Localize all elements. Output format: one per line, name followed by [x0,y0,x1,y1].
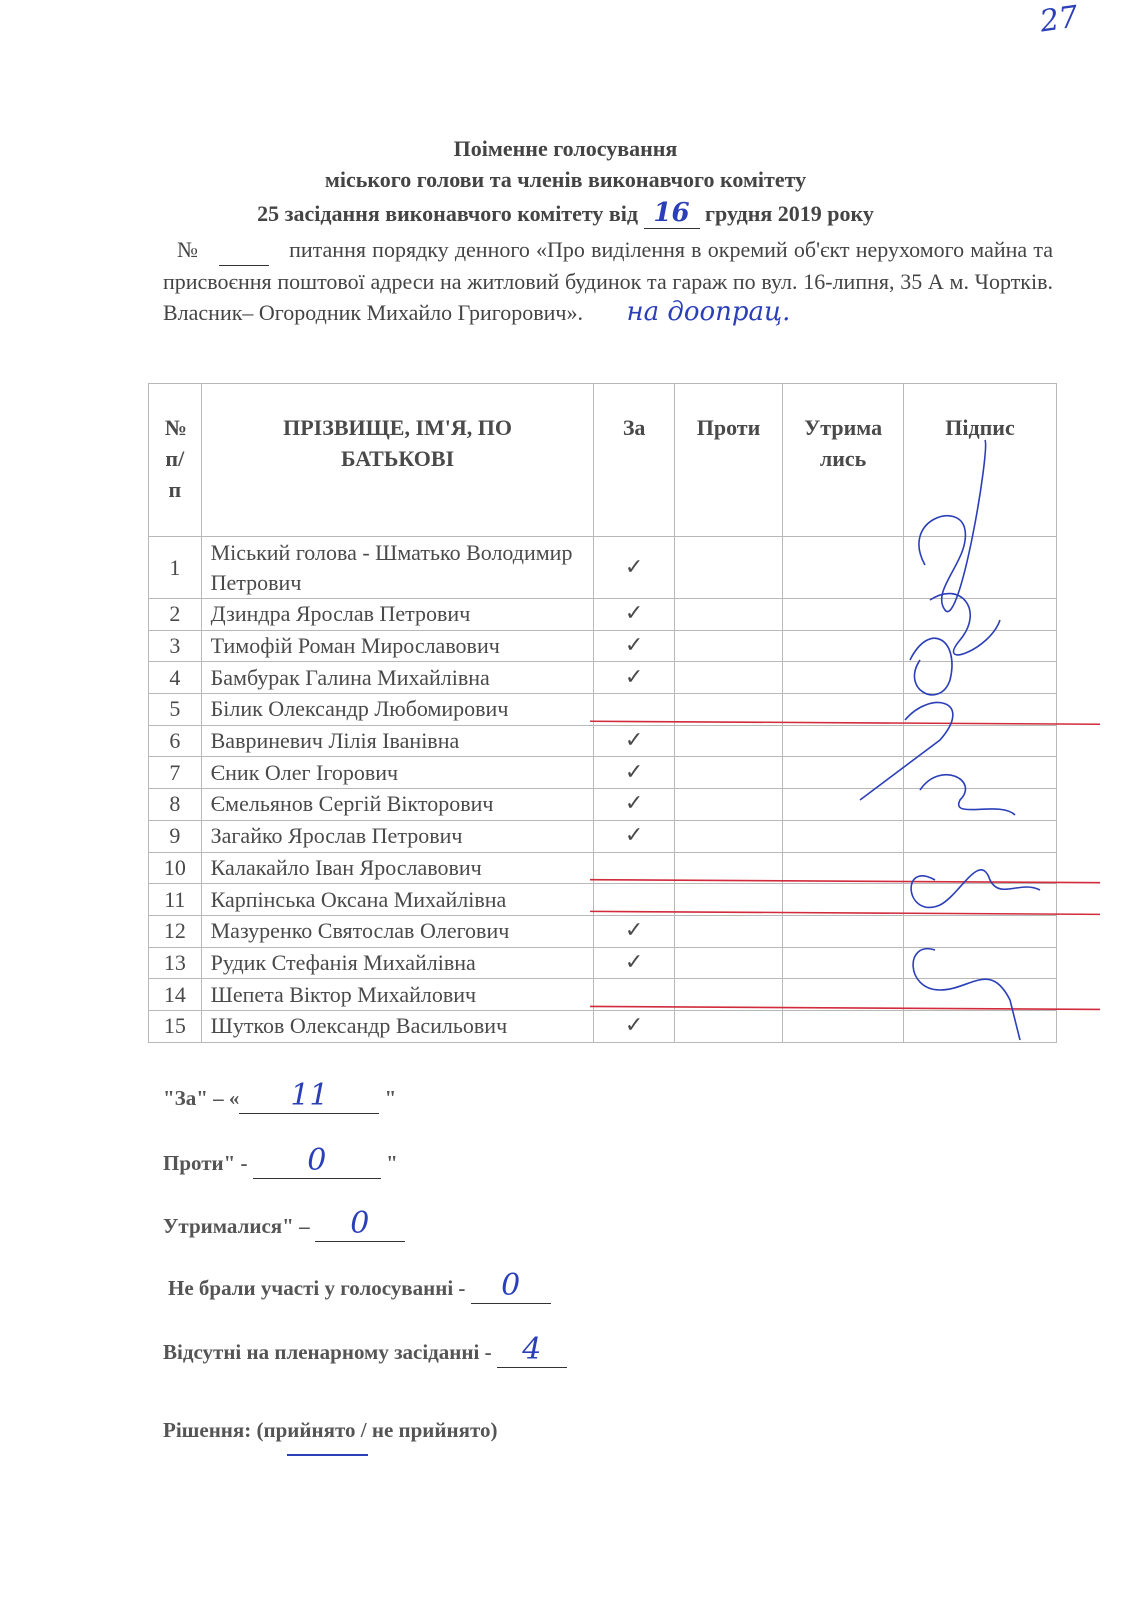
summary-for-value: 11 [290,1078,329,1113]
row-number: 3 [149,630,202,662]
row-vote-for: ✓ [594,947,674,979]
row-number: 6 [149,725,202,757]
signature-7 [913,949,1020,1040]
row-name: Мазуренко Святослав Олегович [201,915,594,947]
row-vote-for: ✓ [594,599,674,631]
row-name: Карпінська Оксана Михайлівна [201,884,594,916]
meeting-line-suffix: грудня 2019 року [699,201,874,226]
decision-rejected: не прийнято [371,1418,491,1442]
strike-lines [590,721,1100,1009]
row-number: 8 [149,789,202,821]
row-number: 13 [149,947,202,979]
strike-line [590,880,1100,883]
summary-against-value: 0 [307,1143,327,1178]
row-vote-for: ✓ [594,662,674,694]
row-name: Міський голова - Шматько Володимир Петрович [201,537,594,599]
summary-abstain-label: Утрималися" – [163,1214,315,1238]
row-number: 15 [149,1010,202,1042]
row-number: 4 [149,662,202,694]
header-signature: Підпис [903,384,1056,537]
strike-line [590,1006,1100,1009]
row-number: 9 [149,820,202,852]
document-subtitle: міського голови та членів виконавчого комітету [324,167,807,192]
summary-for-end: " [379,1086,397,1110]
row-name: Шепета Віктор Михайлович [201,979,594,1011]
summary-abstain [163,1206,405,1242]
strike-line [590,721,1100,724]
meeting-day: 16 [644,198,700,229]
decision-separator: / [355,1418,372,1442]
strike-line [590,911,1100,914]
row-number: 12 [149,915,202,947]
signature-1 [919,440,986,612]
row-vote-for: ✓ [594,630,674,662]
row-name: Вавриневич Лілія Іванівна [201,725,594,757]
row-name: Тимофій Роман Мирославович [201,630,594,662]
row-number: 14 [149,979,202,1011]
summary-not-voted [168,1268,551,1304]
row-name: Дзиндра Ярослав Петрович [201,599,594,631]
handwritten-note: на доопрац. [626,297,791,327]
decision-accepted: прийнято [263,1418,356,1442]
row-vote-for: ✓ [594,757,674,789]
row-name: Білик Олександр Любомирович [201,694,594,726]
summary-against-end: " [380,1151,398,1175]
summary-not-voted-label: Не брали участі у голосуванні - [168,1276,471,1300]
summary-for [163,1078,396,1114]
header-for: За [594,384,674,537]
row-number: 1 [149,537,202,599]
signature-2 [930,594,1000,655]
meeting-line-prefix: 25 засідання виконавчого комітету від [257,201,644,226]
summary-absent-label: Відсутні на пленарному засіданні - [163,1340,497,1364]
decision-line [163,1418,498,1443]
summary-abstain-value: 0 [350,1206,370,1241]
row-name: Бамбурак Галина Михайлівна [201,662,594,694]
row-vote-for: ✓ [594,789,674,821]
row-name: Єник Олег Ігорович [201,757,594,789]
row-vote-for: ✓ [594,725,674,757]
signature-5 [920,775,1015,815]
row-number: 10 [149,852,202,884]
summary-absent [163,1332,567,1368]
row-name: Ємельянов Сергій Вікторович [201,789,594,821]
row-name: Рудик Стефанія Михайлівна [201,947,594,979]
signature-4 [860,703,953,800]
summary-for-label: "За" – « [163,1086,240,1110]
summary-not-voted-value: 0 [501,1268,521,1303]
decision-label: Рішення: ( [163,1418,264,1442]
decision-end: ) [490,1418,498,1442]
row-vote-for: ✓ [594,820,674,852]
row-vote-for: ✓ [594,915,674,947]
row-name: Загайко Ярослав Петрович [201,820,594,852]
agenda-text: питання порядку денного «Про виділення в окремий об'єкт нерухомого майна та присвоєння поштової адреси на житловий будинок та гараж по вул. 16-липня, 35 А м. Чортків. Власник– Огородник Михайло Григорович». [163,237,1054,325]
row-vote-for: ✓ [594,1010,674,1042]
header-num: № п/ п [149,384,202,537]
signature-scribbles [860,440,1040,1040]
header-name: ПРІЗВИЩЕ, ІМ'Я, ПО БАТЬКОВІ [201,384,594,537]
row-number: 11 [149,884,202,916]
signature-3 [910,638,952,695]
agenda-number-label: № [177,237,199,262]
row-name: Шутков Олександр Васильович [201,1010,594,1042]
row-number: 7 [149,757,202,789]
header-against: Проти [674,384,782,537]
document-title: Поіменне голосування [453,136,678,161]
summary-against-label: Проти" - [163,1151,253,1175]
header-abstain: Утрима лись [783,384,904,537]
summary-against [163,1143,398,1179]
signature-6 [911,870,1040,908]
row-number: 2 [149,599,202,631]
row-name: Калакайло Іван Ярославович [201,852,594,884]
page-number: 27 [1037,0,1081,40]
summary-absent-value: 4 [522,1332,542,1367]
row-number: 5 [149,694,202,726]
row-vote-for: ✓ [594,537,674,599]
